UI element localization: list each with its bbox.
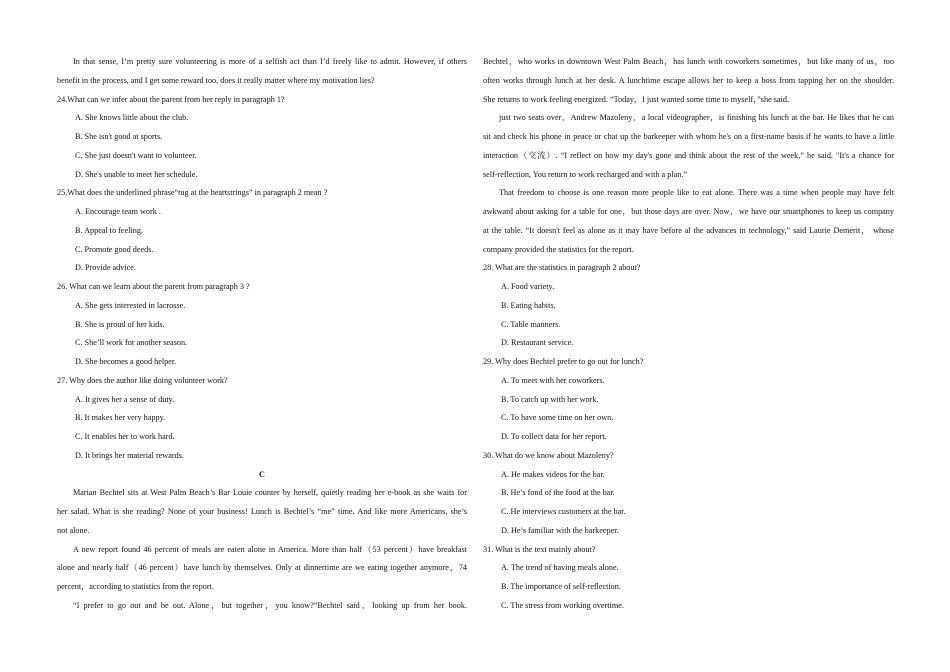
passage-line: her salad. What is she reading? None of your business! Lunch is Bechtel’s “me” time. And like more Americans, she’s [57,507,467,516]
answer-option: C. Promote good deeds. [75,244,154,254]
answer-option: B. The importance of self-reflection. [501,582,621,591]
passage-line: awkward about asking for a table for one，but those days are over. Now，we have our smartphones to keep us company [483,207,894,216]
passage-line: sit and check his phone in peace or chat up the barkeeper with whom he's on a first-name basis if he wants to have a little [483,132,894,141]
answer-option: C. The stress from working overtime. [501,600,624,610]
answer-option: C. He interviews customers at the bar. [501,507,626,516]
question-text: 26. What can we learn about the parent from paragraph 3 ? [57,282,250,291]
answer-option: A. The trend of having meals alone. [501,563,619,573]
answer-option: D. Provide advice. [75,263,136,273]
answer-option: B. It makes her very happy. [75,413,166,423]
passage-line: just two seats over，Andrew Mazoleny，a local videographer，is finishing his lunch at the bar. He likes that he can [499,113,894,123]
passage-line: not alone. [57,525,90,535]
passage-line: In that sense, I’m pretty sure volunteering is more of a selfish act than I’d freely like to admit. However, if others [73,57,467,66]
answer-option: B. To catch up with her work. [501,394,599,404]
answer-option: C. It enables her to work hard. [75,432,175,441]
answer-option: B. Appeal to feeling. [75,225,143,235]
question-text: 27. Why does the author like doing volunteer work? [57,375,228,385]
answer-option: A. She gets interested in lacrosse. [75,300,186,310]
answer-option: B. He’s fond of the food at the bar. [501,488,615,498]
passage-line: Bechtel，who works in downtown West Palm Beach，has lunch with coworkers sometimes，but like many of us，too [483,57,894,66]
passage-line: She returns to work feeling energized. “Today，I just wanted some time to myself，”she said. [483,94,789,104]
passage-line: often works through lunch at her desk. A lunchtime escape allows her to keep a boss from tapping her on the shoulder. [483,75,894,85]
left-column [57,53,467,616]
answer-option: B. She isn't good at sports. [75,132,163,141]
passage-line: self-reflection, You return to work recharged and with a plan.” [483,169,688,179]
answer-option: B. She is proud of her kids. [75,319,165,329]
answer-option: D. To collect data for her report. [501,432,607,441]
passage-line: That freedom to choose is one reason more people like to eat alone. There was a time when people may have felt [499,188,894,198]
answer-option: D. He’s familiar with the barkeeper. [501,525,619,535]
passage-line: benefit in the process, and I get some reward too, does it really matter where my motivation lies? [57,75,375,85]
passage-line: interaction（交流）. “I reflect on how my day's gone and think about the rest of the week,” he said. "It's a chance for [483,150,894,160]
answer-option: C. She just doesn't want to volunteer. [75,150,197,160]
question-text: 28. What are the statistics in paragraph 2 about? [483,263,641,273]
question-text: 29. Why does Bechtel prefer to go out for lunch? [483,357,644,366]
question-text: 25.What does the underlined phrase“tug at the heartstrings” in paragraph 2 mean ? [57,188,328,198]
passage-line: “I prefer to go out and be out. Alone，but together，you know?”Bechtel said，looking up from her book. [73,600,467,610]
passage-line: alone and nearly half（46 percent）have lunch by themselves. Only at dinnertime are we eating together anymore，74 [57,563,467,573]
answer-option: A. She knows little about the club. [75,113,189,123]
passage-line: A new report found 46 percent of meals are eaten alone in America. More than half（53 percent）have breakfast [73,544,467,554]
answer-option: B. Eating habits. [501,300,556,310]
passage-line: Marian Bechtel sits at West Palm Beach’s Bar Louie counter by herself, quietly reading her e-book as she waits for [73,488,467,498]
answer-option: C. Table manners. [501,319,561,329]
answer-option: D. Restaurant service. [501,338,574,348]
answer-option: A. He makes videos for the bar. [501,469,605,479]
answer-option: A. To meet with her coworkers. [501,375,605,385]
answer-option: C. She’ll work for another season. [75,338,188,348]
answer-option: A. Encourage team work . [75,207,161,216]
passage-line: company provided the statistics for the report. [483,244,634,254]
passage-line: at the table. “It doesn't feel as alone as it may have before al the advances in technology,” said Laurie Demerit， whose [483,225,894,235]
question-text: 30. What do we know about Mazoleny? [483,450,614,460]
question-text: 31. What is the text mainly about? [483,544,596,554]
answer-option: C. To have some time on her own. [501,413,614,423]
passage-line: percent，according to statistics from the report. [57,582,214,591]
question-text: 24.What can we infer about the parent from her reply in paragraph 1? [57,94,285,104]
answer-option: D. She's unable to meet her schedule. [75,169,198,179]
answer-option: A. It gives her a sense of duty. [75,394,175,404]
answer-option: D. It brings her material rewards. [75,450,184,460]
answer-option: A. Food variety. [501,282,555,291]
section-heading: C [259,469,265,479]
answer-option: D. She becomes a good helper. [75,357,177,366]
right-column [483,53,894,616]
